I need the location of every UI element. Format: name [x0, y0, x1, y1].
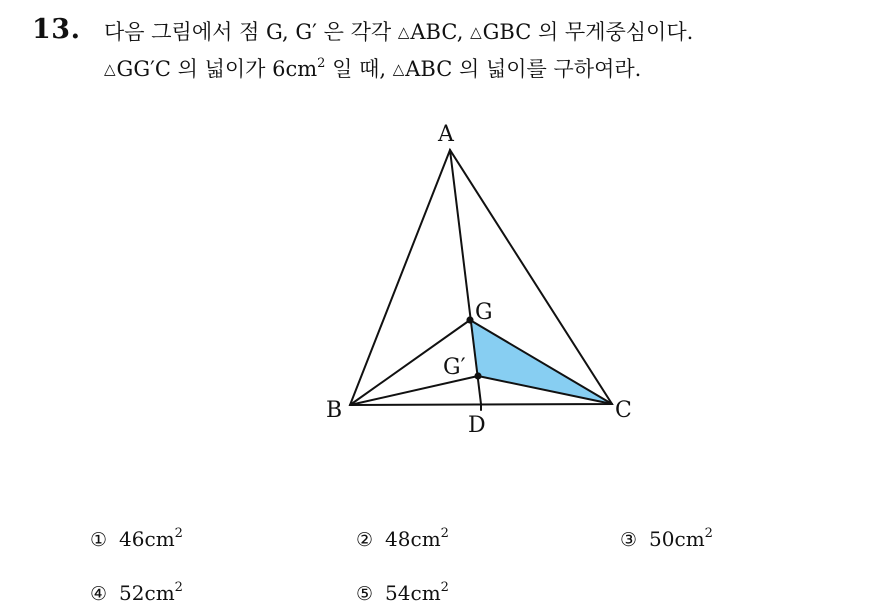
- problem-number: 13.: [32, 14, 81, 45]
- label-g-prime: G′: [443, 355, 466, 380]
- choice-3[interactable]: [620, 527, 713, 551]
- triangle-icon: △: [104, 60, 116, 78]
- question-text: 의 넓이가 6cm: [170, 57, 318, 81]
- triangle-name: ABC: [405, 57, 453, 81]
- choice-value: 54cm: [385, 581, 441, 605]
- point-g-prime: [474, 372, 481, 379]
- question-text: 의 넓이를 구하여라.: [452, 57, 642, 81]
- triangle-icon: △: [470, 23, 482, 41]
- choice-marker: ③: [620, 529, 638, 551]
- choice-marker: ⑤: [356, 583, 374, 605]
- choice-5[interactable]: [356, 581, 449, 605]
- choice-marker: ④: [90, 583, 108, 605]
- separator: ,: [456, 20, 471, 44]
- label-a: A: [438, 122, 454, 147]
- label-c: C: [615, 398, 632, 423]
- question-text: 일 때,: [325, 57, 393, 81]
- label-d: D: [468, 413, 486, 438]
- choice-4[interactable]: [90, 581, 183, 605]
- choice-value: 46cm: [119, 527, 175, 551]
- label-b: B: [326, 398, 343, 423]
- exponent: 2: [440, 580, 449, 595]
- choice-value: 48cm: [385, 527, 441, 551]
- exponent: 2: [704, 526, 713, 541]
- exponent: 2: [174, 526, 183, 541]
- triangle-name: GG′C: [116, 57, 171, 81]
- choice-value: 52cm: [119, 581, 175, 605]
- choice-marker: ①: [90, 529, 108, 551]
- triangle-name: ABC: [410, 20, 457, 44]
- question-text: 의 무게중심이다.: [531, 20, 694, 44]
- choice-marker: ②: [356, 529, 374, 551]
- exponent: 2: [174, 580, 183, 595]
- exponent: 2: [317, 56, 326, 71]
- choice-2[interactable]: [356, 527, 449, 551]
- triangle-name: GBC: [482, 20, 532, 44]
- label-g: G: [475, 300, 493, 325]
- point-g: [466, 316, 473, 323]
- triangle-icon: △: [397, 23, 410, 41]
- question-text: 다음 그림에서 점 G, G′ 은 각각: [104, 20, 398, 44]
- choice-1[interactable]: [90, 527, 183, 551]
- triangle-icon: △: [392, 60, 405, 78]
- choice-value: 50cm: [649, 527, 705, 551]
- exponent: 2: [440, 526, 449, 541]
